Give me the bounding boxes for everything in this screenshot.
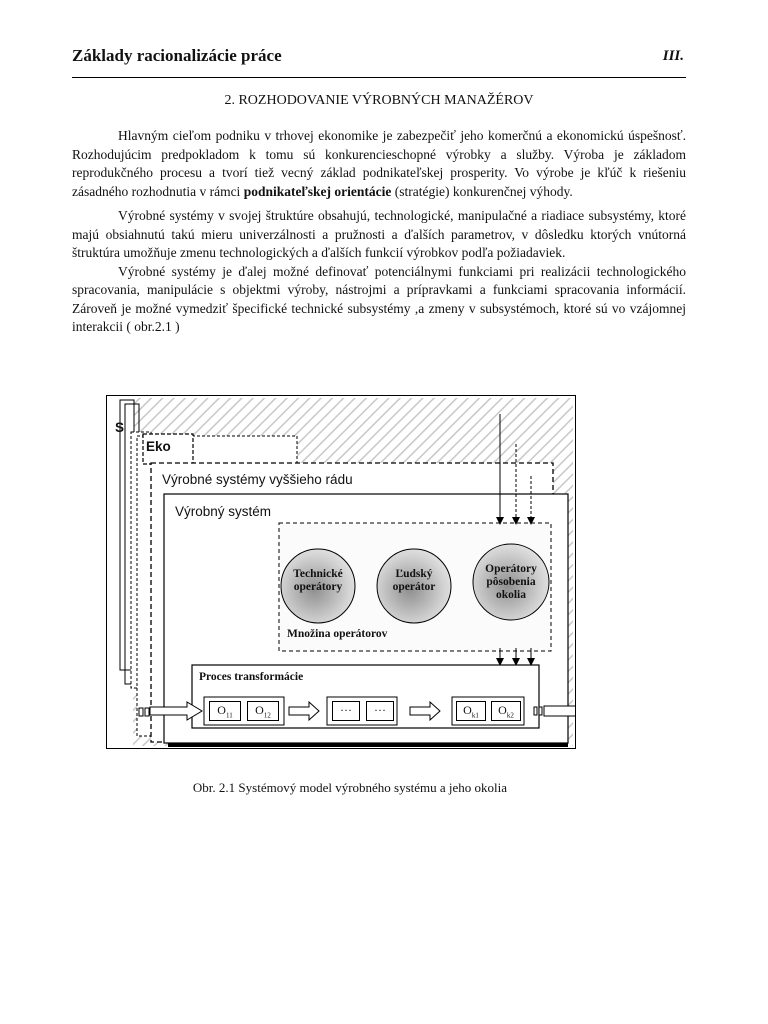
paragraph-2: Výrobné systémy v svojej štruktúre obsahujú, technologické, manipulačné a riadiace subsystémy, ktoré majú obsiahnutú takú mieru univerzálnosti a pružnosti a ďalších parametrov, v dôsledku ktorých vnútorná štruktúra umožňuje zmenu technologických a ďalších funkcií výrobkov podľa požiadaviek. <box>72 208 686 260</box>
technical-operators-label: Technické operátory <box>293 568 343 593</box>
operation-ellipsis-1: ··· <box>332 701 360 721</box>
operation-ok1 <box>456 701 486 721</box>
operation-o11-index: 11 <box>225 711 233 720</box>
paragraph-1-text: Hlavným cieľom podniku v trhovej ekonomike je zabezpečiť jeho komerčnú a ekonomickú úspešnosť. Rozhodujúcim predpokladom k tomu sú konkurencieschopné výrobky a služby. Výroba je základom reprodukčného procesu a tvorí tiež vecný základ podnikateľskej prosperity. Vo výrobe je kľúč k riešeniu zásadného rozhodnutia v rámci <box>72 128 686 199</box>
input-marker-2 <box>145 708 149 716</box>
operation-o12-base: O <box>255 703 264 717</box>
production-system-label: Výrobný systém <box>175 504 272 519</box>
environment-operators-label: Operátory pôsobenia okolia <box>485 563 537 601</box>
output-marker <box>534 707 537 715</box>
header-divider <box>72 77 686 78</box>
figure-caption: Obr. 2.1 Systémový model výrobného systému a jeho okolia <box>192 780 508 795</box>
operation-ok1-index: k1 <box>471 711 479 720</box>
operation-ok2-index: k2 <box>506 711 514 720</box>
process-transformation-label: Proces transformácie <box>199 671 304 683</box>
paragraph-3: Výrobné systémy je ďalej možné definovať potenciálnymi funkciami pri realizácii technologického spracovania, manipulácie s objektmi výroby, nástrojmi a prípravkami a funkciami spracovania informácií. Zároveň je možné vymedziť špecifické technické subsystémy ,a zmeny v subsystémoch, ktoré sú vo vzájomnej interakcii ( obr.2.1 ) <box>72 263 686 334</box>
operator-set-label: Množina operátorov <box>287 628 388 640</box>
operation-o11 <box>209 701 241 721</box>
operation-ok2 <box>491 701 521 721</box>
outer-system-label-cut: S <box>115 420 125 435</box>
paragraph-1 <box>72 127 686 201</box>
economic-environment-label: Eko <box>146 439 171 454</box>
section-title: 2. ROZHODOVANIE VÝROBNÝCH MANAŽÉROV <box>224 93 534 108</box>
chapter-number: III. <box>662 48 684 64</box>
body-text <box>72 127 686 337</box>
human-operator-label: Ľudský operátor <box>392 568 436 593</box>
operation-o11-base: O <box>217 703 226 717</box>
operation-o12 <box>247 701 279 721</box>
operation-o12-index: 12 <box>263 711 271 720</box>
operation-ok1-base: O <box>463 703 472 717</box>
output-marker-2 <box>539 707 542 715</box>
paragraph-1-emphasis: podnikateľskej orientácie <box>243 183 392 199</box>
system-model-figure <box>106 395 576 749</box>
higher-systems-label: Výrobné systémy vyššieho rádu <box>162 472 353 487</box>
header-title: Základy racionalizácie práce <box>72 46 282 65</box>
operation-ellipsis-2: ··· <box>366 701 394 721</box>
paragraph-1-text-end: (stratégie) konkurenčnej výhody. <box>391 183 573 199</box>
input-marker <box>139 708 143 716</box>
operation-ok2-base: O <box>498 703 507 717</box>
